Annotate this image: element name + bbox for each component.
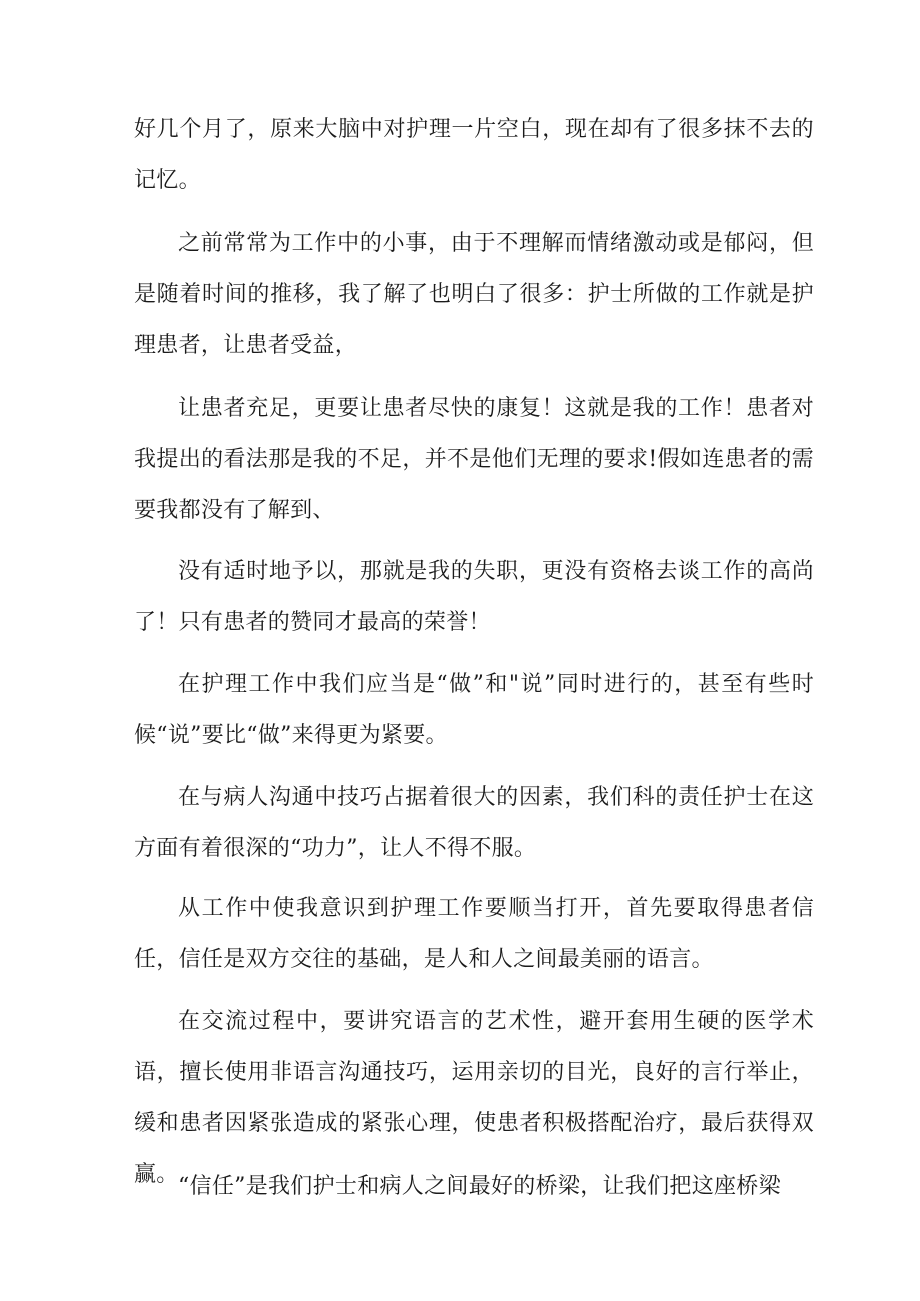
paragraph-7: 从工作中使我意识到护理工作要顺当打开，首先要取得患者信任，信任是双方交往的基础，是人和人之间最美丽的语言。 [134,896,814,972]
paragraph-9: “信任”是我们护士和病人之间最好的桥梁，让我们把这座桥梁 [178,1174,781,1199]
paragraph-6: 在与病人沟通中技巧占据着很大的因素，我们科的责任护士在这方面有着很深的“功力”，让人不得不服。 [134,785,814,861]
paragraph-1: 好几个月了，原来大脑中对护理一片空白，现在却有了很多抹不去的记忆。 [134,117,814,193]
paragraph-5: 在护理工作中我们应当是“做”和"说”同时进行的，甚至有些时候“说”要比“做”来得更为紧要。 [134,672,814,748]
paragraph-2: 之前常常为工作中的小事，由于不理解而情绪激动或是郁闷，但是随着时间的推移，我了解了也明白了很多：护士所做的工作就是护理患者，让患者受益， [134,231,814,358]
paragraph-4: 没有适时地予以，那就是我的失职，更没有资格去谈工作的高尚了！只有患者的赞同才最高的荣誉！ [134,559,814,635]
paragraph-3: 让患者充足，更要让患者尽快的康复！这就是我的工作！患者对我提出的看法那是我的不足，并不是他们无理的要求!假如连患者的需要我都没有了解到、 [134,396,814,523]
paragraph-8: 在交流过程中，要讲究语言的艺术性，避开套用生硬的医学术语，擅长使用非语言沟通技巧，运用亲切的目光，良好的言行举止，缓和患者因紧张造成的紧张心理，使患者积极搭配治疗，最后获得双赢。 [134,1009,814,1187]
